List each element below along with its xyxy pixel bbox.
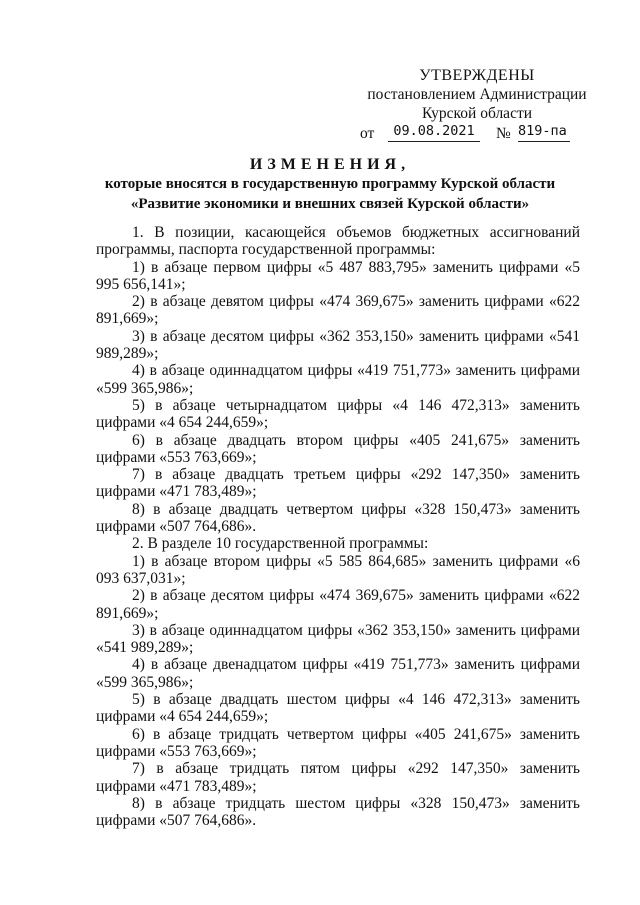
title-line-1: которые вносятся в государственную программу Курской области bbox=[104, 176, 556, 192]
paragraph-item: 6) в абзаце двадцать втором цифры «405 241,675» заменить цифрами «553 763,669»; bbox=[96, 431, 580, 466]
date-label: от bbox=[360, 125, 375, 142]
paragraph-section-1: 1. В позиции, касающейся объемов бюджетных ассигнований программы, паспорта государственной программы: bbox=[96, 224, 580, 259]
approval-number: 819-па bbox=[518, 122, 570, 142]
paragraph-item: 1) в абзаце втором цифры «5 585 864,685» заменить цифрами «6 093 637,031»; bbox=[96, 552, 580, 587]
paragraph-item: 2) в абзаце девятом цифры «474 369,675» заменить цифрами «622 891,669»; bbox=[96, 293, 580, 328]
paragraph-item: 4) в абзаце двенадцатом цифры «419 751,773» заменить цифрами «599 365,986»; bbox=[96, 656, 580, 691]
approval-dateline bbox=[352, 124, 602, 143]
paragraph-item: 4) в абзаце одиннадцатом цифры «419 751,773» заменить цифрами «599 365,986»; bbox=[96, 362, 580, 397]
paragraph-item: 3) в абзаце одиннадцатом цифры «362 353,150» заменить цифрами «541 989,289»; bbox=[96, 621, 580, 657]
paragraph-item: 1) в абзаце первом цифры «5 487 883,795» заменить цифрами «5 995 656,141»; bbox=[96, 258, 580, 293]
paragraph-item: 5) в абзаце двадцать шестом цифры «4 146 472,313» заменить цифрами «4 654 244,659»; bbox=[96, 691, 580, 726]
approval-stamp bbox=[352, 66, 602, 143]
document-title bbox=[80, 155, 580, 214]
title-heading: ИЗМЕНЕНИЯ, bbox=[249, 156, 411, 173]
document-body bbox=[96, 224, 580, 829]
approval-line-resolution: постановлением Администрации bbox=[367, 86, 587, 103]
paragraph-item: 8) в абзаце тридцать шестом цифры «328 150,473» заменить цифрами «507 764,686». bbox=[96, 794, 580, 830]
paragraph-item: 5) в абзаце четырнадцатом цифры «4 146 472,313» заменить цифрами «4 654 244,659»; bbox=[96, 396, 580, 432]
paragraph-item: 7) в абзаце тридцать пятом цифры «292 147,350» заменить цифрами «471 783,489»; bbox=[96, 760, 580, 795]
number-label: № bbox=[496, 125, 511, 142]
paragraph-item: 2) в абзаце десятом цифры «474 369,675» заменить цифрами «622 891,669»; bbox=[96, 587, 580, 622]
paragraph-item: 3) в абзаце десятом цифры «362 353,150» заменить цифрами «541 989,289»; bbox=[96, 327, 580, 363]
approval-date: 09.08.2021 bbox=[388, 122, 480, 142]
paragraph-item: 7) в абзаце двадцать третьем цифры «292 147,350» заменить цифрами «471 783,489»; bbox=[96, 466, 580, 501]
approval-line-region: Курской области bbox=[421, 105, 533, 122]
title-line-2: «Развитие экономики и внешних связей Курской области» bbox=[130, 195, 530, 212]
paragraph-item: 8) в абзаце двадцать четвертом цифры «328 150,473» заменить цифрами «507 764,686». bbox=[96, 500, 580, 536]
approved-heading: УТВЕРЖДЕНЫ bbox=[419, 67, 535, 84]
paragraph-item: 6) в абзаце тридцать четвертом цифры «405 241,675» заменить цифрами «553 763,669»; bbox=[96, 725, 580, 760]
paragraph-section-2: 2. В разделе 10 государственной программы: bbox=[132, 535, 429, 553]
